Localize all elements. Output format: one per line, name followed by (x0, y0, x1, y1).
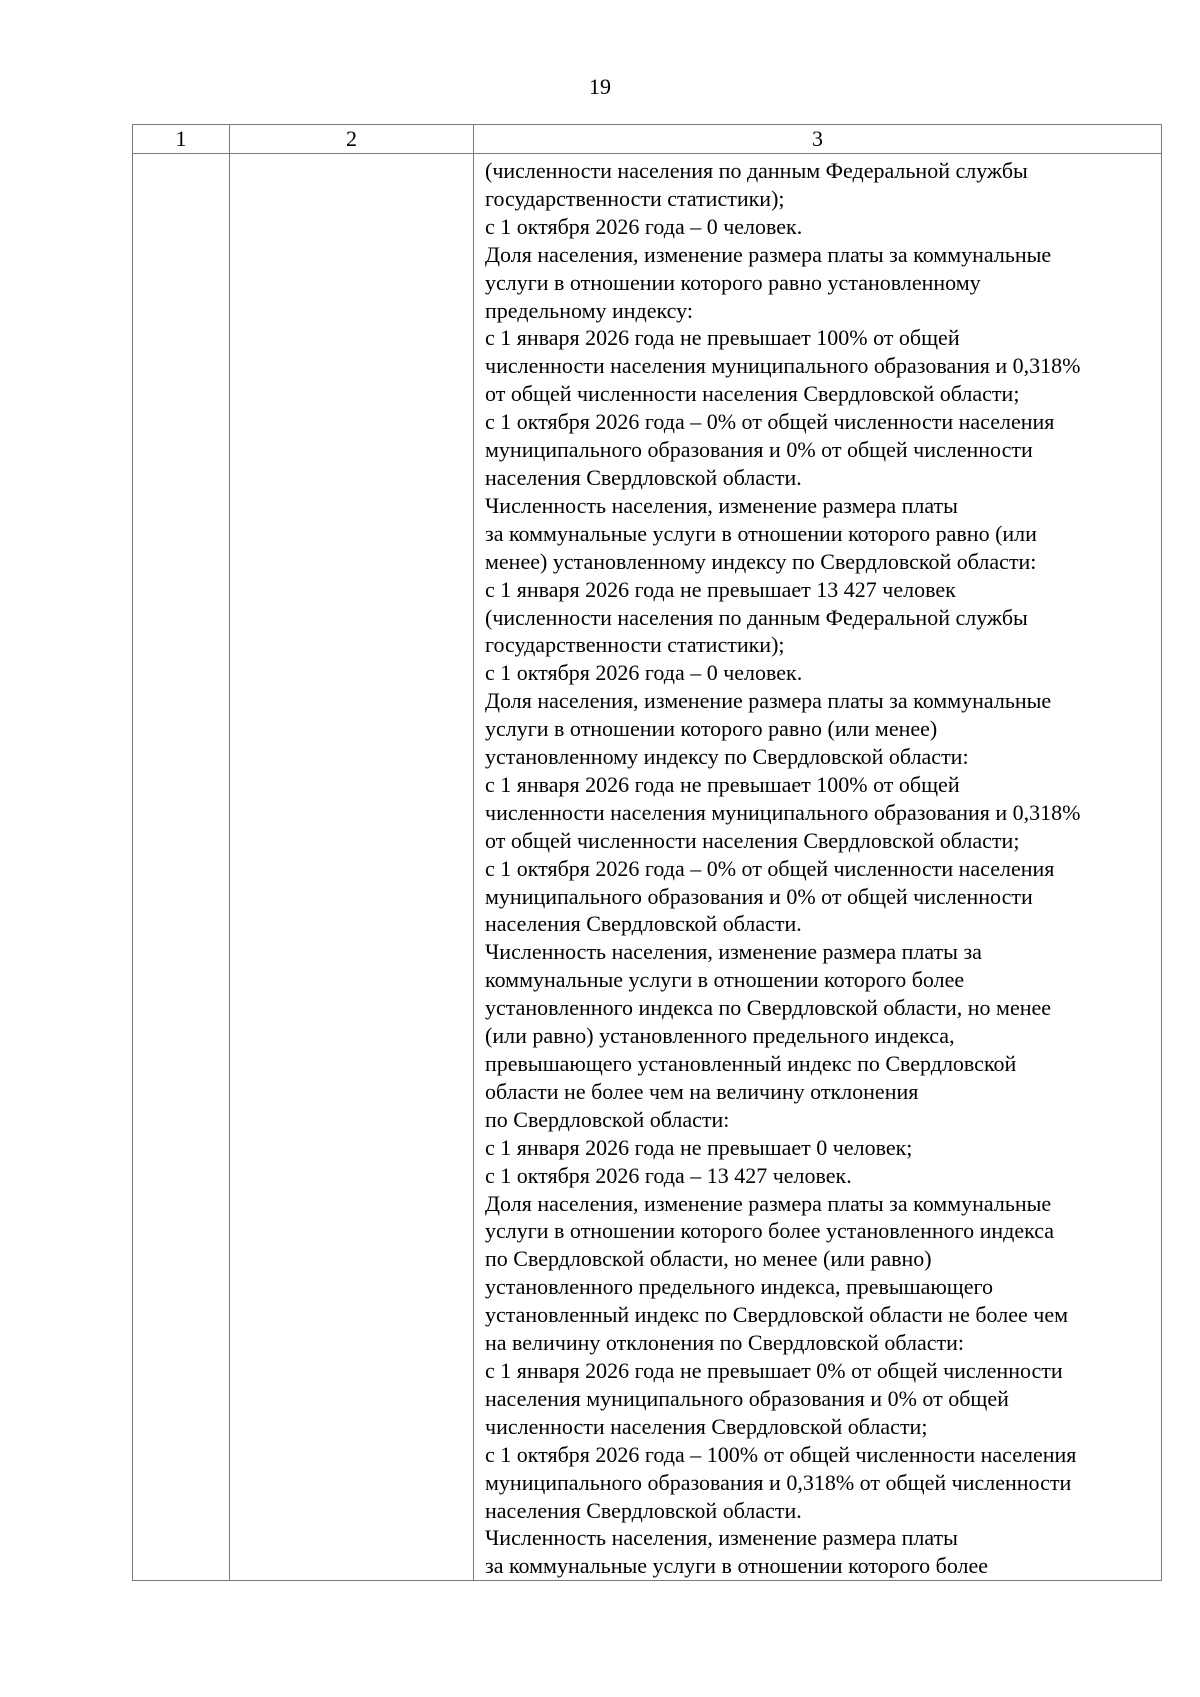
text-line: с 1 октября 2026 года – 100% от общей численности населения (485, 1441, 1077, 1467)
table-header-row (133, 125, 1162, 154)
text-line: населения муниципального образования и 0% от общей (485, 1385, 1009, 1411)
text-line: Численность населения, изменение размера платы (485, 492, 958, 518)
text-line: населения Свердловской области. (485, 464, 802, 490)
text-line: по Свердловской области: (485, 1106, 730, 1132)
text-line: муниципального образования и 0% от общей численности (485, 883, 1033, 909)
text-line: с 1 января 2026 года не превышает 13 427 человек (485, 576, 956, 602)
text-line: превышающего установленный индекс по Свердловской (485, 1051, 1017, 1076)
text-line: Доля населения, изменение размера платы за коммунальные (485, 1190, 1052, 1216)
text-line: с 1 октября 2026 года – 0% от общей численности населения (485, 855, 1055, 881)
text-line: от общей численности населения Свердловской области; (485, 381, 1020, 407)
text-line: муниципального образования и 0,318% от общей численности (485, 1469, 1072, 1495)
text-line: (или равно) установленного предельного индекса, (485, 1023, 955, 1049)
text-line: на величину отклонения по Свердловской области: (485, 1330, 964, 1356)
text-line: от общей численности населения Свердловской области; (485, 827, 1020, 853)
text-line: Доля населения, изменение размера платы за коммунальные (485, 688, 1052, 714)
text-line: государственности статистики); (485, 185, 785, 211)
text-line: населения Свердловской области. (485, 1497, 802, 1523)
text-line: области не более чем на величину отклонения (485, 1078, 919, 1104)
page-number: 19 (589, 74, 611, 99)
text-line: с 1 января 2026 года не превышает 0% от общей численности (485, 1357, 1063, 1383)
column-header-1: 1 (133, 125, 230, 154)
text-line: с 1 октября 2026 года – 0% от общей численности населения (485, 409, 1055, 435)
text-line: с 1 января 2026 года не превышает 100% от общей (485, 325, 960, 351)
text-line: менее) установленному индексу по Свердловской области: (485, 548, 1037, 574)
column-3-text (474, 154, 1161, 1580)
text-line: установленному индексу по Свердловской области: (485, 744, 969, 770)
table-cell-column-2 (230, 154, 474, 1581)
document-table (132, 124, 1162, 1581)
text-line: установленный индекс по Свердловской области не более чем (485, 1302, 1068, 1328)
text-line: Численность населения, изменение размера платы (485, 1525, 958, 1551)
text-line: (численности населения по данным Федеральной службы (485, 604, 1028, 630)
text-line: с 1 января 2026 года не превышает 0 человек; (485, 1134, 913, 1160)
text-line: численности населения Свердловской области; (485, 1413, 928, 1439)
text-line: численности населения муниципального образования и 0,318% (485, 799, 1081, 825)
text-line: за коммунальные услуги в отношении которого равно (или (485, 520, 1037, 546)
text-line: населения Свердловской области. (485, 911, 802, 937)
text-line: Доля населения, изменение размера платы за коммунальные (485, 241, 1052, 267)
text-line: установленного предельного индекса, превышающего (485, 1274, 993, 1300)
text-line: с 1 октября 2026 года – 0 человек. (485, 660, 803, 686)
text-line: (численности населения по данным Федеральной службы (485, 158, 1028, 183)
text-line: коммунальные услуги в отношении которого более (485, 967, 965, 993)
column-header-3: 3 (474, 125, 1162, 154)
text-line: за коммунальные услуги в отношении которого более (485, 1553, 989, 1579)
table-row (133, 154, 1162, 1581)
text-line: предельному индексу: (485, 297, 693, 323)
text-line: по Свердловской области, но менее (или равно) (485, 1246, 932, 1272)
text-line: установленного индекса по Свердловской области, но менее (485, 995, 1052, 1021)
text-line: государственности статистики); (485, 632, 785, 658)
table-cell-column-1 (133, 154, 230, 1581)
text-line: численности населения муниципального образования и 0,318% (485, 353, 1081, 379)
text-line: услуги в отношении которого равно (или менее) (485, 716, 938, 742)
text-line: Численность населения, изменение размера платы за (485, 939, 982, 965)
text-line: с 1 января 2026 года не превышает 100% от общей (485, 771, 960, 797)
text-line: с 1 октября 2026 года – 0 человек. (485, 213, 803, 239)
text-line: с 1 октября 2026 года – 13 427 человек. (485, 1162, 852, 1188)
table-cell-column-3 (474, 154, 1162, 1581)
column-header-2: 2 (230, 125, 474, 154)
text-line: услуги в отношении которого равно установленному (485, 269, 981, 295)
text-line: услуги в отношении которого более установленного индекса (485, 1218, 1055, 1244)
text-line: муниципального образования и 0% от общей численности (485, 437, 1033, 463)
